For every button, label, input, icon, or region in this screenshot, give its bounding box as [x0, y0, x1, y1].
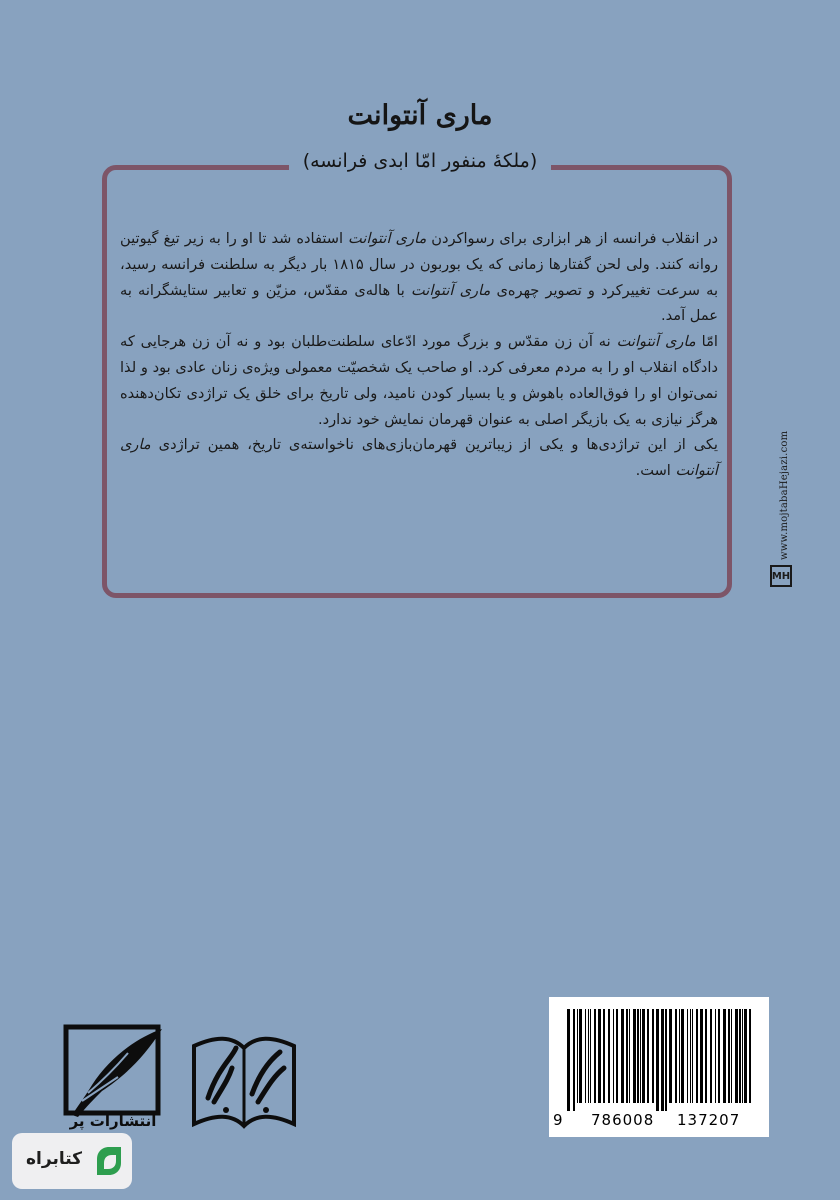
barcode-bar — [669, 1009, 672, 1103]
barcode-bar — [723, 1009, 726, 1103]
barcode-bar — [687, 1009, 688, 1103]
barcode-digit-group-2: 137207 — [677, 1111, 741, 1129]
barcode-bar — [710, 1009, 712, 1103]
barcode-bar — [728, 1009, 730, 1103]
synopsis-text-run: یکی از این تراژدی‌ها و یکی از زیباترین قهرمان‌بازی‌های ناخواسته‌ی تاریخ، همین تراژدی — [150, 436, 718, 454]
barcode-bar — [742, 1009, 743, 1103]
synopsis-text — [120, 226, 718, 484]
barcode-bar — [749, 1009, 751, 1103]
barcode-bar — [679, 1009, 680, 1103]
par-publisher-label: انتشارات پر — [69, 1112, 157, 1130]
book-subtitle: (ملکهٔ منفور امّا ابدی فرانسه) — [289, 150, 552, 172]
barcode-bar — [675, 1009, 677, 1103]
synopsis-name-emphasis: ماری آنتوانت — [410, 281, 491, 299]
barcode-bar — [588, 1009, 589, 1103]
book-subtitle-wrapper — [0, 150, 840, 172]
synopsis-paragraph — [120, 432, 718, 484]
ketabrah-label: کتابراه — [26, 1149, 83, 1169]
barcode-bar — [735, 1009, 738, 1103]
ketabrah-watermark — [12, 1133, 132, 1189]
barcode-bars — [565, 1009, 755, 1111]
barcode-bar — [616, 1009, 618, 1103]
barcode-bar — [637, 1009, 639, 1103]
barcode-bar — [705, 1009, 707, 1103]
barcode-bar — [567, 1009, 570, 1111]
barcode-bar — [647, 1009, 649, 1103]
barcode-bar — [656, 1009, 659, 1111]
barcode-bar — [690, 1009, 691, 1103]
barcode-digit-prefix: 9 — [553, 1111, 564, 1129]
barcode-bar — [585, 1009, 586, 1103]
synopsis-name-emphasis: ماری آنتوانت — [120, 436, 718, 480]
synopsis-text-run: امّا — [695, 333, 718, 351]
barcode-bar — [621, 1009, 624, 1103]
barcode-bar — [598, 1009, 601, 1103]
barcode-bar — [652, 1009, 654, 1103]
almas-parsian-logo-icon — [188, 1028, 300, 1136]
designer-logo-text: MH — [771, 570, 791, 582]
barcode-bar — [744, 1009, 747, 1103]
barcode-bar — [626, 1009, 628, 1103]
synopsis-text-run: با هاله‌ی مقدّس، مزیّن و تعابیر ستایشگرانه به عمل آمد. — [120, 281, 718, 325]
barcode-digit-group-1: 786008 — [591, 1111, 655, 1129]
barcode-bar — [608, 1009, 610, 1103]
barcode-bar — [579, 1009, 582, 1103]
barcode-bar — [665, 1009, 667, 1111]
synopsis-name-emphasis: ماری آنتوانت — [616, 333, 696, 351]
barcode-bar — [590, 1009, 591, 1103]
synopsis-text-run: استفاده شد تا او را به زیر تیغ گیوتین روانه کنند. ولی لحن گفتارها زمانی که یک بوربون در سال ۱۸۱۵ بار دیگر به سلطنت فرانسه رسید، به سرعت تغییرکرد و تصویر چهره‌ی — [120, 230, 719, 299]
barcode-bar — [718, 1009, 720, 1103]
synopsis-name-emphasis: ماری آنتوانت — [348, 230, 427, 247]
barcode-bar — [681, 1009, 684, 1103]
barcode-bar — [739, 1009, 741, 1103]
barcode-bar — [700, 1009, 703, 1103]
ketabrah-logo-icon — [94, 1145, 124, 1177]
barcode-bar — [715, 1009, 716, 1103]
barcode-bar — [661, 1009, 664, 1111]
barcode-bar — [594, 1009, 596, 1103]
barcode-bar — [633, 1009, 636, 1103]
designer-url: www.mojtabaHejazi.com — [779, 430, 790, 560]
synopsis-text-run: در انقلاب فرانسه از هر ابزاری برای رسواکردن — [426, 230, 718, 247]
synopsis-text-run: است. — [635, 462, 676, 480]
barcode-bar — [692, 1009, 693, 1103]
synopsis-paragraph — [120, 226, 718, 329]
barcode — [549, 997, 769, 1137]
barcode-bar — [640, 1009, 641, 1103]
designer-logo-icon — [770, 565, 792, 587]
barcode-bar — [696, 1009, 698, 1103]
barcode-bar — [613, 1009, 614, 1103]
barcode-bar — [573, 1009, 575, 1111]
barcode-bar — [629, 1009, 630, 1103]
barcode-bar — [577, 1009, 578, 1103]
book-title: ماری آنتوانت — [347, 100, 493, 131]
barcode-bar — [603, 1009, 605, 1103]
synopsis-text-run: نه آن زن مقدّس و بزرگ مورد ادّعای سلطنت‌طلبان بود و نه آن زن هرجایی که دادگاه انقلاب او را به مردم معرفی کرد. او صاحب یک شخصیّت معمولی ویژه‌ی زنان عادی بود و لذا نمی‌توان او را فوق‌العاده باهوش و یا بسیار کودن نامید، ولی تاریخ برای خلق یک تراژدی تکان‌دهنده هرگز نیازی به یک بازیگر اصلی به عنوان قهرمان نمایش خود ندارد. — [120, 333, 718, 428]
barcode-bar — [731, 1009, 732, 1103]
synopsis-paragraph — [120, 329, 718, 432]
barcode-bar — [642, 1009, 645, 1103]
